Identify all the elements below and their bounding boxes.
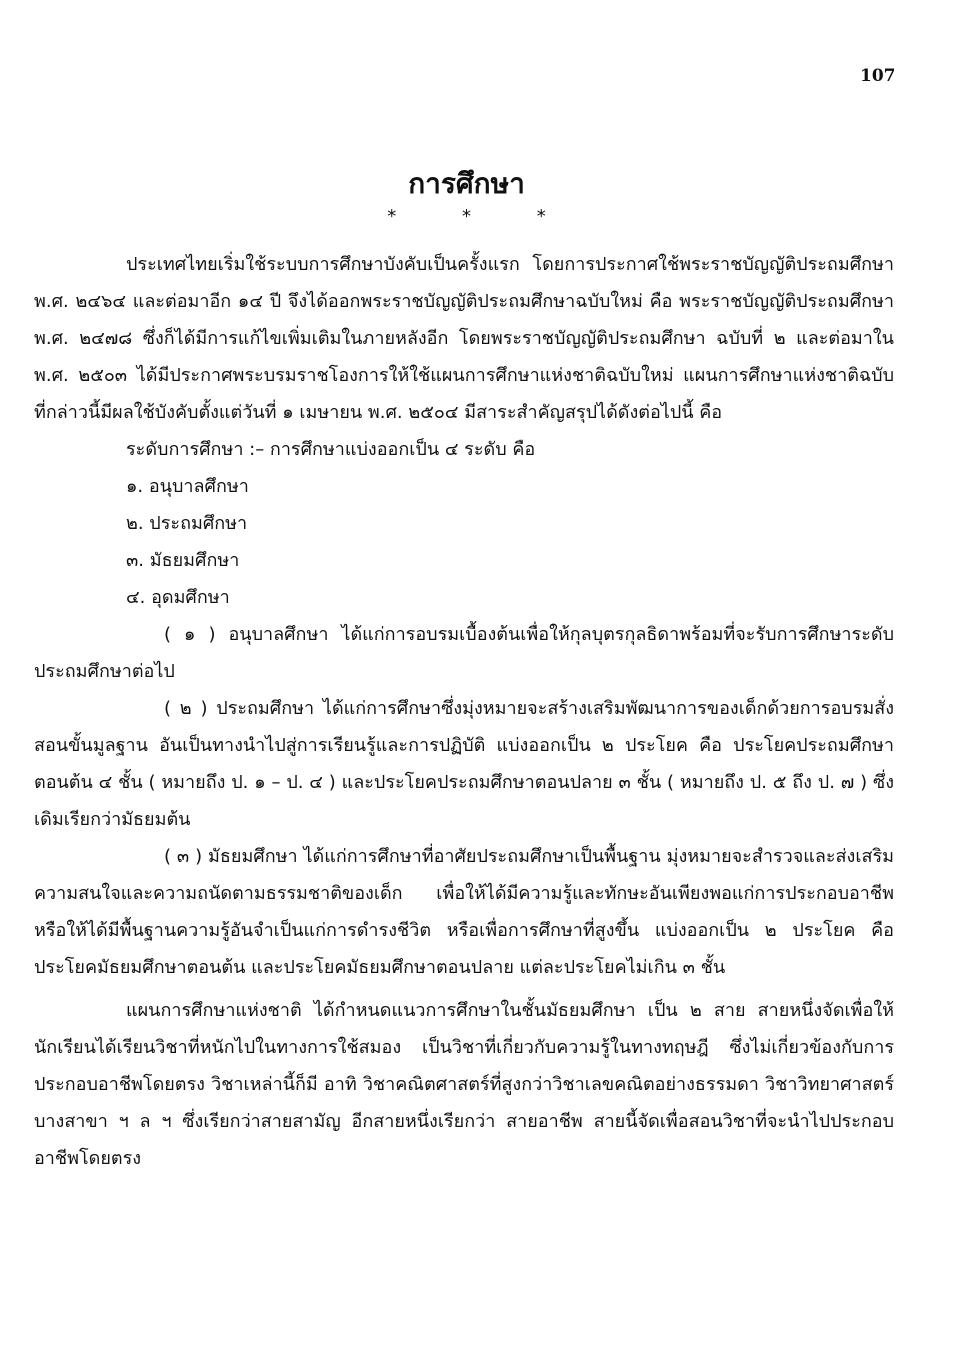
page-title: การศึกษา <box>408 167 525 200</box>
closing-paragraph: แผนการศึกษาแห่งชาติ ได้กำหนดแนวการศึกษาในชั้นมัธยมศึกษา เป็น ๒ สาย สายหนึ่งจัดเพื่อให้นักเรียนได้เรียนวิชาที่หนักไปในทางการใช้สมอง เป็นวิชาที่เกี่ยวกับความรู้ในทางทฤษฎี ซึ่งไม่เกี่ยวข้องกับการประกอบอาชีพโดยตรง วิชาเหล่านี้ก็มี อาทิ วิชาคณิตศาสตร์ที่สูงกว่าวิชาเลขคณิตอย่างธรรมดา วิชาวิทยาศาสตร์บางสาขา ฯ ล ฯ ซึ่งเรียกว่าสายสามัญ อีกสายหนึ่งเรียกว่า สายอาชีพ สายนี้จัดเพื่อสอนวิชาที่จะนำไปประกอบอาชีพโดยตรง <box>34 1000 894 1169</box>
ornament-separator: * * * <box>387 206 576 227</box>
levels-heading: ระดับการศึกษา :– การศึกษาแบ่งออกเป็น ๔ ระดับ คือ <box>126 439 536 460</box>
list-item: ๒. ประถมศึกษา <box>126 513 248 534</box>
intro-paragraph: ประเทศไทยเริ่มใช้ระบบการศึกษาบังคับเป็นครั้งแรก โดยการประกาศใช้พระราชบัญญัติประถมศึกษา พ.ศ. ๒๔๖๔ และต่อมาอีก ๑๔ ปี จึงได้ออกพระราชบัญญัติประถมศึกษาฉบับใหม่ คือ พระราชบัญญัติประถมศึกษา พ.ศ. ๒๔๗๘ ซึ่งก็ได้มีการแก้ไขเพิ่มเติมในภายหลังอีก โดยพระราชบัญญัติประถมศึกษา ฉบับที่ ๒ และต่อมาใน พ.ศ. ๒๕๐๓ ได้มีประกาศพระบรมราชโองการให้ใช้แผนการศึกษาแห่งชาติฉบับใหม่ แผนการศึกษาแห่งชาติฉบับที่กล่าวนี้มีผลใช้บังคับตั้งแต่วันที่ ๑ เมษายน พ.ศ. ๒๕๐๔ มีสาระสำคัญสรุปได้ดังต่อไปนี้ คือ <box>34 254 894 423</box>
level-detail-kindergarten: ( ๑ ) อนุบาลศึกษา ได้แก่การอบรมเบื้องต้นเพื่อให้กุลบุตรกุลธิดาพร้อมที่จะรับการศึกษาระดับประถมศึกษาต่อไป <box>34 624 894 682</box>
level-detail-primary: ( ๒ ) ประถมศึกษา ได้แก่การศึกษาซึ่งมุ่งหมายจะสร้างเสริมพัฒนาการของเด็กด้วยการอบรมสั่งสอนขั้นมูลฐาน อันเป็นทางนำไปสู่การเรียนรู้และการปฏิบัติ แบ่งออกเป็น ๒ ประโยค คือ ประโยคประถมศึกษาตอนต้น ๔ ชั้น ( หมายถึง ป. ๑ – ป. ๔ ) และประโยคประถมศึกษาตอนปลาย ๓ ชั้น ( หมายถึง ป. ๕ ถึง ป. ๗ ) ซึ่งเดิมเรียกว่ามัธยมต้น <box>34 698 894 830</box>
list-item: ๔. อุดมศึกษา <box>126 587 230 608</box>
list-item: ๓. มัธยมศึกษา <box>126 550 240 571</box>
document-body <box>34 246 894 1177</box>
page-number: 107 <box>860 66 896 86</box>
list-item: ๑. อนุบาลศึกษา <box>126 476 249 497</box>
level-detail-secondary: ( ๓ ) มัธยมศึกษา ได้แก่การศึกษาที่อาศัยประถมศึกษาเป็นพื้นฐาน มุ่งหมายจะสำรวจและส่งเสริมความสนใจและความถนัดตามธรรมชาติของเด็ก เพื่อให้ได้มีความรู้และทักษะอันเพียงพอแก่การประกอบอาชีพ หรือให้ได้มีพื้นฐานความรู้อันจำเป็นแก่การดำรงชีวิต หรือเพื่อการศึกษาที่สูงขึ้น แบ่งออกเป็น ๒ ประโยค คือ ประโยคมัธยมศึกษาตอนต้น และประโยคมัธยมศึกษาตอนปลาย แต่ละประโยคไม่เกิน ๓ ชั้น <box>34 846 894 978</box>
